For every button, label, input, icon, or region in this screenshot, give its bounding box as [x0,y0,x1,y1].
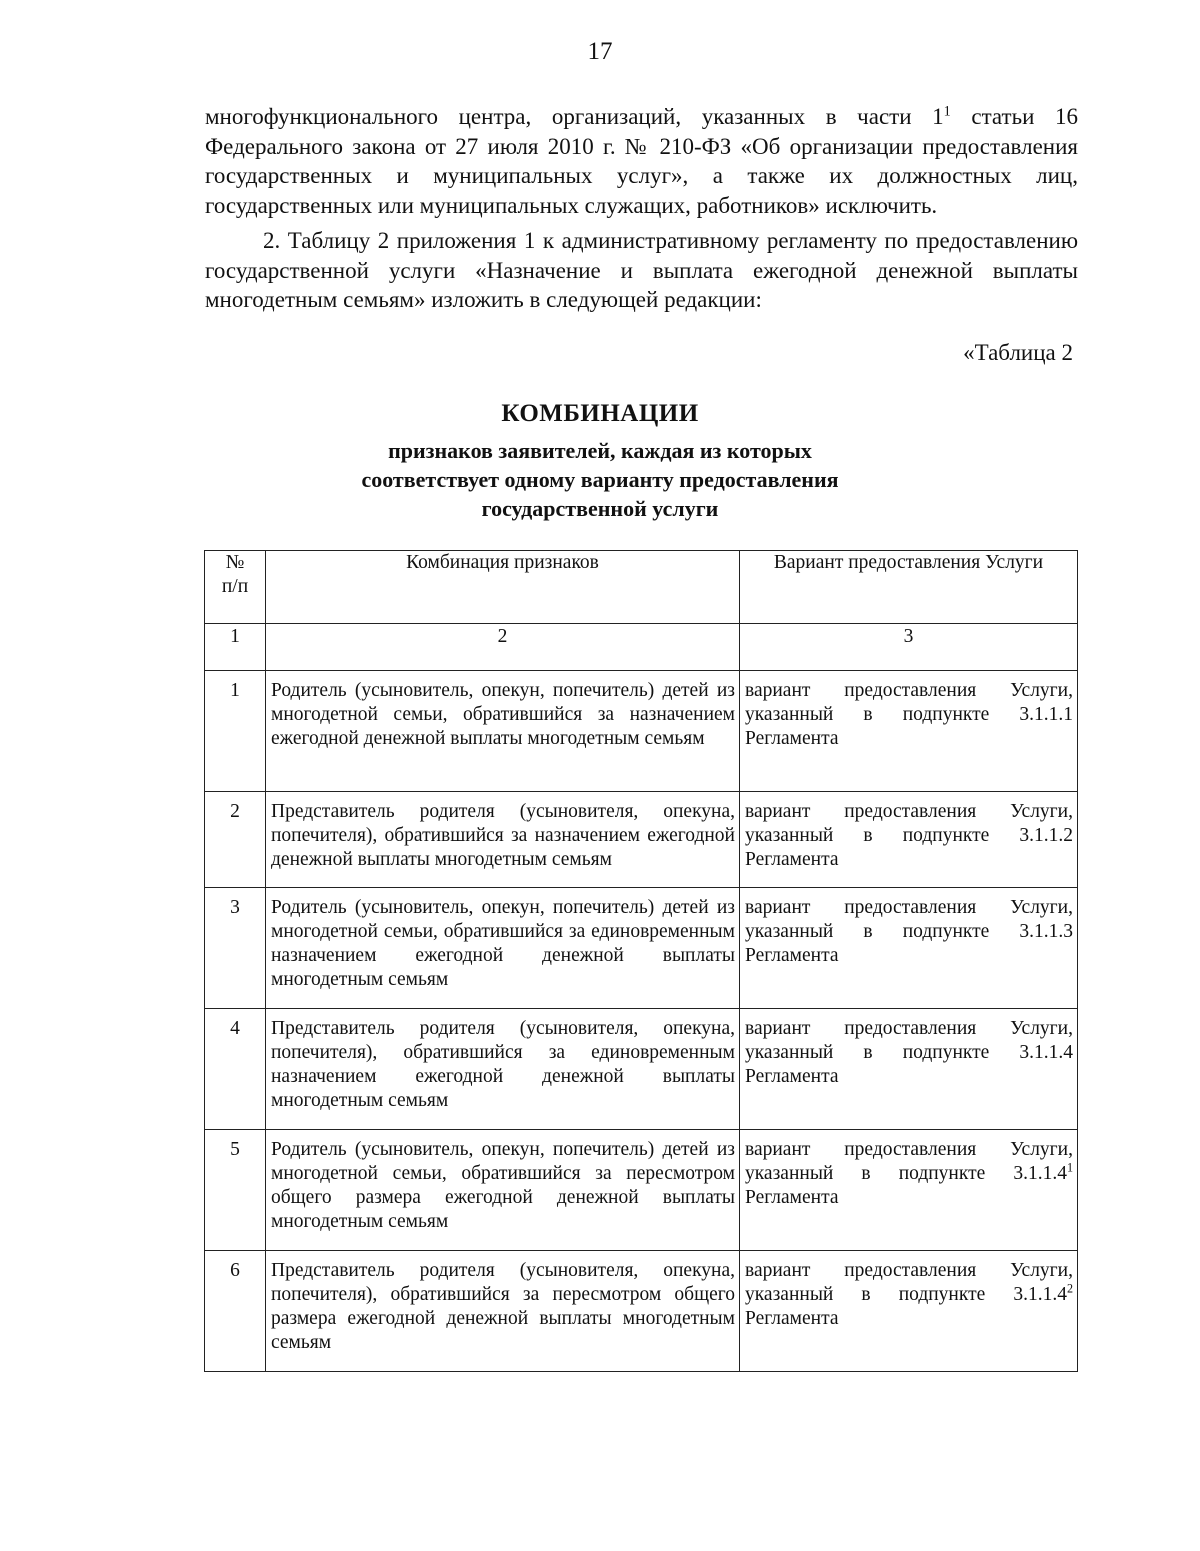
row-combination: Представитель родителя (усыновителя, опекуна, попечителя), обратившийся за единовременным назначением ежегодной денежной выплаты многодетным семьям [266,1009,740,1130]
row-variant-suffix: Регламента [745,1187,839,1208]
row-variant-text: вариант предоставления Услуги, указанный в подпункте 3.1.1.2 [745,801,1073,846]
header-combination: Комбинация признаков [266,551,740,624]
row-number: 1 [205,671,266,792]
row-number: 2 [205,792,266,888]
heading-subtitle [0,436,1200,523]
row-number: 5 [205,1130,266,1251]
row-variant-superscript: 1 [1066,1160,1073,1175]
row-number: 3 [205,888,266,1009]
column-number: 2 [266,624,740,671]
row-variant-text: вариант предоставления Услуги, указанный в подпункте 3.1.1.1 [745,680,1073,725]
row-variant-text: вариант предоставления Услуги, указанный в подпункте 3.1.1.3 [745,897,1073,942]
table-row [205,1251,1078,1372]
table-row [205,1009,1078,1130]
heading-title: КОМБИНАЦИИ [501,400,699,427]
row-variant-suffix: Регламента [745,728,839,749]
row-variant [740,671,1078,792]
column-number: 3 [740,624,1078,671]
row-variant-suffix: Регламента [745,1066,839,1087]
row-variant-suffix: Регламента [745,945,839,966]
heading-subtitle-line: государственной услуги [481,496,719,521]
header-num-line1: № [225,552,245,573]
row-combination: Представитель родителя (усыновителя, опекуна, попечителя), обратившийся за назначением ежегодной денежной выплаты многодетным семьям [266,792,740,888]
row-variant [740,1009,1078,1130]
table-row [205,792,1078,888]
page-number: 17 [587,38,613,65]
row-variant-text: вариант предоставления Услуги, указанный в подпункте 3.1.1.4 [745,1139,1073,1184]
row-variant-text: вариант предоставления Услуги, указанный в подпункте 3.1.1.4 [745,1018,1073,1063]
row-number: 4 [205,1009,266,1130]
table-header-row [205,551,1078,624]
header-num [205,551,266,624]
row-number: 6 [205,1251,266,1372]
paragraph-1-superscript: 1 [943,103,951,120]
row-variant-suffix: Регламента [745,1308,839,1329]
header-num-line2: п/п [221,576,249,597]
row-variant-superscript: 2 [1066,1281,1073,1296]
paragraph-2: 2. Таблицу 2 приложения 1 к административному регламенту по предоставлению государственной услуги «Назначение и выплата ежегодной денежной выплаты многодетным семьям» изложить в следующей редакции: [205,228,1078,312]
row-variant-text: вариант предоставления Услуги, указанный в подпункте 3.1.1.4 [745,1260,1073,1305]
column-number: 1 [205,624,266,671]
row-combination: Родитель (усыновитель, опекун, попечитель) детей из многодетной семьи, обратившийся за назначением ежегодной денежной выплаты многодетным семьям [266,671,740,792]
row-variant-suffix: Регламента [745,849,839,870]
paragraph-1-text-a: многофункционального центра, организаций, указанных в части 1 [205,104,944,129]
column-number-row [205,624,1078,671]
row-variant [740,888,1078,1009]
paragraph-1-text-b: статьи 16 Федерального закона от 27 июля 2010 г. № 210-ФЗ «Об организации предоставления государственных и муниципальных услуг», а также их должностных лиц, государственных или муниципальных служащих, работников» исключить. [205,104,1078,218]
row-variant [740,792,1078,888]
heading-subtitle-line: соответствует одному варианту предоставления [361,467,839,492]
table-label: «Таблица 2 [963,340,1073,365]
row-variant [740,1251,1078,1372]
row-combination: Представитель родителя (усыновителя, опекуна, попечителя), обратившийся за пересмотром общего размера ежегодной денежной выплаты многодетным семьям [266,1251,740,1372]
row-combination: Родитель (усыновитель, опекун, попечитель) детей из многодетной семьи, обратившийся за пересмотром общего размера ежегодной денежной выплаты многодетным семьям [266,1130,740,1251]
table-row [205,671,1078,792]
table-row [205,1130,1078,1251]
table-row [205,888,1078,1009]
paragraph-1 [205,102,1078,220]
row-variant [740,1130,1078,1251]
combinations-table [204,550,1078,1372]
heading-subtitle-line: признаков заявителей, каждая из которых [388,438,812,463]
header-variant: Вариант предоставления Услуги [740,551,1078,624]
row-combination: Родитель (усыновитель, опекун, попечитель) детей из многодетной семьи, обратившийся за единовременным назначением ежегодной денежной выплаты многодетным семьям [266,888,740,1009]
